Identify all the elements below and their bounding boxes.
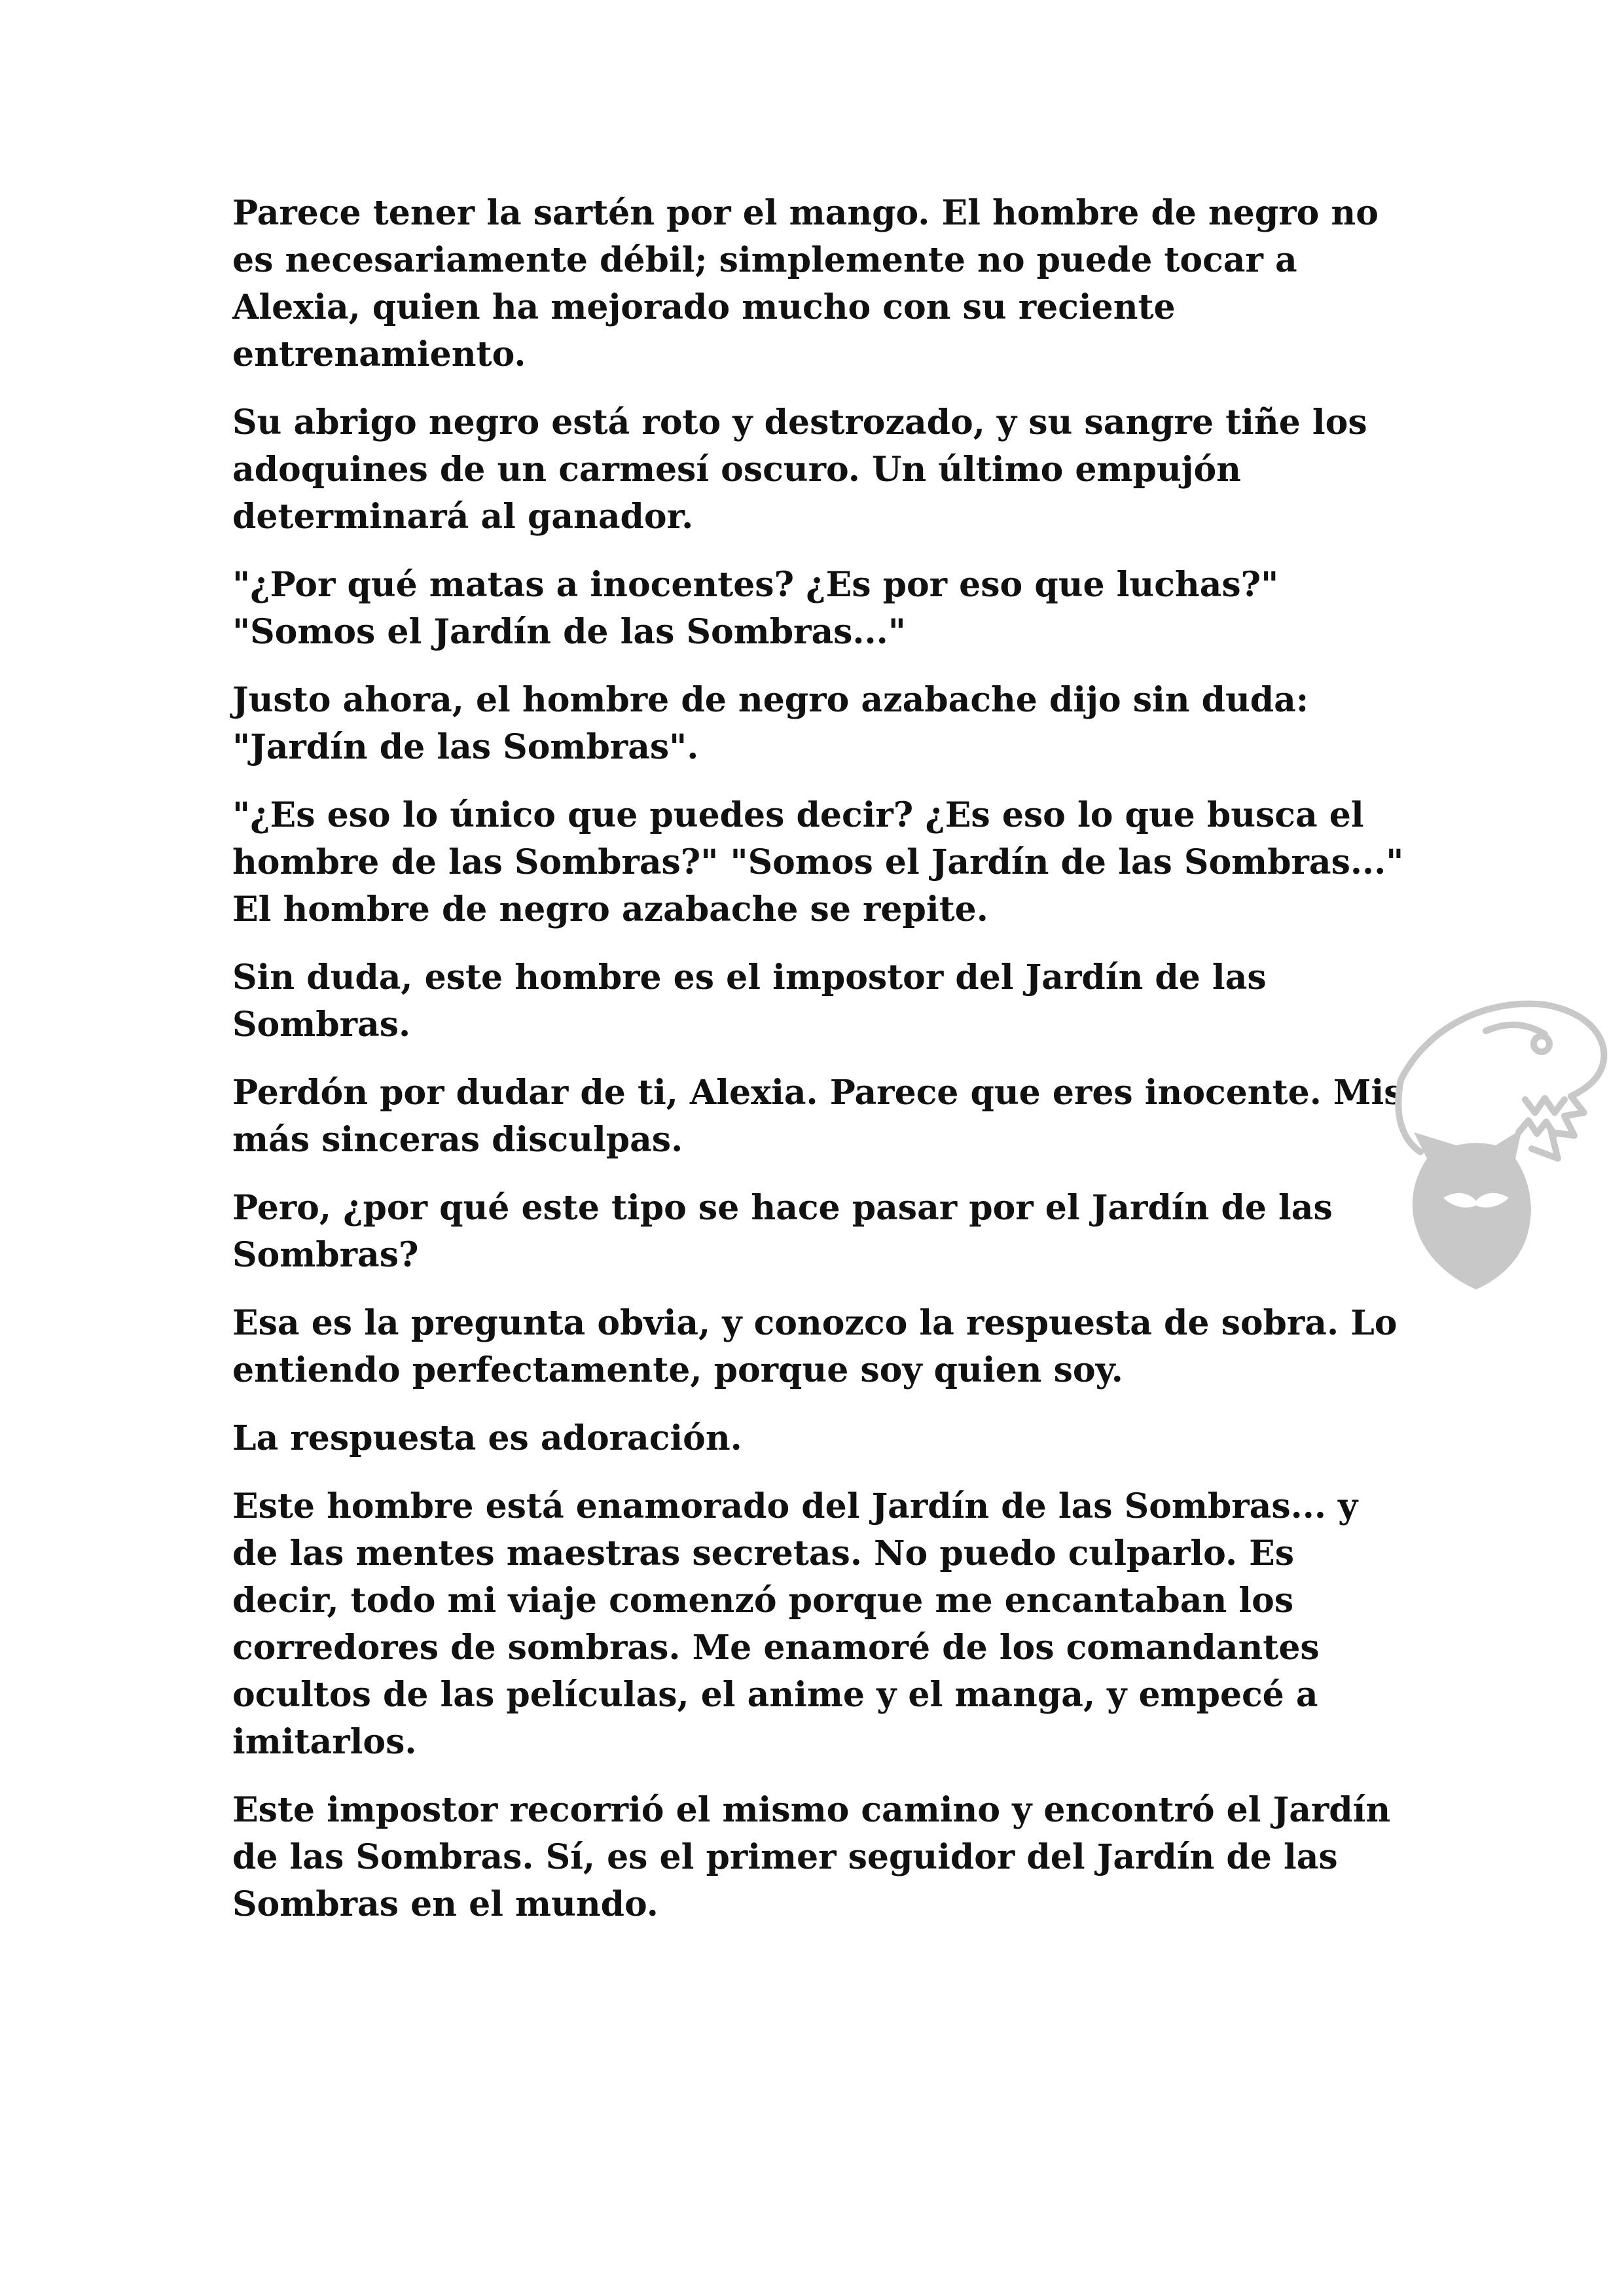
paragraph: La respuesta es adoración. [232, 1418, 742, 1458]
dinosaur-watermark-icon [1388, 982, 1617, 1296]
paragraph: Parece tener la sartén por el mango. El hombre de negro no es necesariamente débil; simplemente no puede tocar a Alexia, quien ha mejorado mucho con su reciente entrenamiento. [232, 193, 1379, 374]
paragraph: Esa es la pregunta obvia, y conozco la respuesta de sobra. Lo entiendo perfectamente, porque soy quien soy. [232, 1303, 1398, 1390]
paragraph: Justo ahora, el hombre de negro azabache dijo sin duda: "Jardín de las Sombras". [232, 680, 1309, 767]
paragraph: Este hombre está enamorado del Jardín de las Sombras... y de las mentes maestras secretas. No puedo culparlo. Es decir, todo mi viaje comenzó porque me encantaban los corredores de sombras. Me enamoré de los comandantes ocultos de las películas, el anime y el manga, y empecé a imitarlos. [232, 1486, 1358, 1762]
paragraph: Perdón por dudar de ti, Alexia. Parece que eres inocente. Mis más sinceras disculpas. [232, 1073, 1403, 1160]
paragraph: Su abrigo negro está roto y destrozado, y su sangre tiñe los adoquines de un carmesí oscuro. Un último empujón determinará al ganador. [232, 403, 1367, 537]
paragraph: "¿Por qué matas a inocentes? ¿Es por eso que luchas?" "Somos el Jardín de las Sombras..." [232, 565, 1279, 652]
paragraph: "¿Es eso lo único que puedes decir? ¿Es eso lo que busca el hombre de las Sombras?" "Somos el Jardín de las Sombras..." El hombre de negro azabache se repite. [232, 795, 1404, 929]
paragraph: Este impostor recorrió el mismo camino y encontró el Jardín de las Sombras. Sí, es el primer seguidor del Jardín de las Sombras en el mundo. [232, 1790, 1391, 1924]
paragraph: Sin duda, este hombre es el impostor del Jardín de las Sombras. [232, 958, 1267, 1045]
paragraph: Pero, ¿por qué este tipo se hace pasar por el Jardín de las Sombras? [232, 1188, 1333, 1275]
body-text [232, 190, 1411, 1949]
